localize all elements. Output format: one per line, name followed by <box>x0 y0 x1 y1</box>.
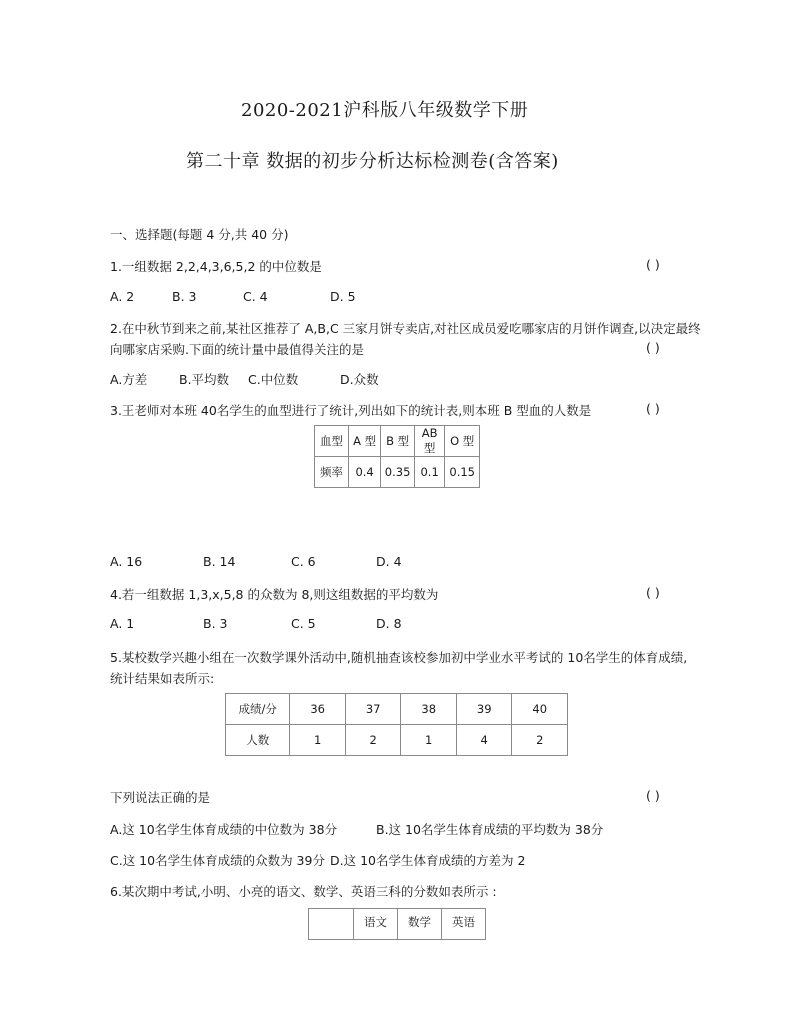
table-cell: 4 <box>456 725 512 756</box>
table-cell: 37 <box>345 694 401 725</box>
q1-option-c: C. 4 <box>243 289 268 304</box>
table-cell: 成绩/分 <box>226 694 290 725</box>
q4-option-c: C. 5 <box>291 616 316 631</box>
question-5-prompt: 下列说法正确的是 <box>110 790 211 805</box>
score-table <box>225 693 568 756</box>
table-cell: 0.35 <box>381 457 415 488</box>
q3-option-d: D. 4 <box>376 554 402 569</box>
answer-bracket-3: ( ) <box>646 401 660 416</box>
question-4-stem: 4.若一组数据 1,3,x,5,8 的众数为 8,则这组数据的平均数为 <box>110 587 439 602</box>
table-cell: O 型 <box>445 426 480 457</box>
table-cell: 38 <box>401 694 457 725</box>
q4-option-b: B. 3 <box>203 616 228 631</box>
table-cell: 1 <box>401 725 457 756</box>
table-cell: 39 <box>456 694 512 725</box>
question-2-stem-line1: 2.在中秋节到来之前,某社区推荐了 A,B,C 三家月饼专卖店,对社区成员爱吃哪家店的月饼作调查,以决定最终 <box>110 321 701 336</box>
table-cell: 英语 <box>442 909 486 940</box>
q1-option-a: A. 2 <box>110 289 135 304</box>
q1-option-d: D. 5 <box>330 289 356 304</box>
answer-bracket-5: ( ) <box>646 788 660 803</box>
table-cell: 40 <box>512 694 568 725</box>
table-cell: 语文 <box>354 909 398 940</box>
q3-option-a: A. 16 <box>110 554 143 569</box>
table-cell: 人数 <box>226 725 290 756</box>
answer-bracket-1: ( ) <box>646 257 660 272</box>
table-cell: 2 <box>345 725 401 756</box>
table-cell: AB 型 <box>414 426 444 457</box>
table-cell: 数学 <box>398 909 442 940</box>
table-cell: 0.15 <box>445 457 480 488</box>
q2-option-c: C.中位数 <box>248 372 299 387</box>
table-cell: 0.1 <box>414 457 444 488</box>
table-cell: 血型 <box>315 426 349 457</box>
question-2-stem-line2: 向哪家店采购.下面的统计量中最值得关注的是 <box>110 342 364 357</box>
answer-bracket-4: ( ) <box>646 585 660 600</box>
page-title: 2020-2021沪科版八年级数学下册 <box>241 100 529 121</box>
q2-option-b: B.平均数 <box>179 372 230 387</box>
question-6-stem: 6.某次期中考试,小明、小亮的语文、数学、英语三科的分数如表所示 : <box>110 884 497 899</box>
q3-option-b: B. 14 <box>203 554 236 569</box>
q5-option-c: C.这 10名学生体育成绩的众数为 39分 <box>110 853 325 868</box>
table-cell: 2 <box>512 725 568 756</box>
q4-option-d: D. 8 <box>376 616 402 631</box>
q5-option-a: A.这 10名学生体育成绩的中位数为 38分 <box>110 822 338 837</box>
table-cell: 频率 <box>315 457 349 488</box>
question-5-stem-line1: 5.某校数学兴趣小组在一次数学课外活动中,随机抽查该校参加初中学业水平考试的 10名学生的体育成绩, <box>110 650 688 665</box>
q5-option-b: B.这 10名学生体育成绩的平均数为 38分 <box>376 822 604 837</box>
q4-option-a: A. 1 <box>110 616 135 631</box>
table-cell: 0.4 <box>348 457 380 488</box>
table-cell: A 型 <box>348 426 380 457</box>
table-cell: 1 <box>290 725 346 756</box>
blood-type-table <box>314 425 480 488</box>
question-1-stem: 1.一组数据 2,2,4,3,6,5,2 的中位数是 <box>110 259 322 274</box>
q2-option-a: A.方差 <box>110 372 148 387</box>
subject-score-table <box>308 908 486 940</box>
section-heading: 一、选择题(每题 4 分,共 40 分) <box>110 227 289 242</box>
table-cell: 36 <box>290 694 346 725</box>
table-cell: B 型 <box>381 426 415 457</box>
answer-bracket-2: ( ) <box>646 340 660 355</box>
question-3-stem: 3.王老师对本班 40名学生的血型进行了统计,列出如下的统计表,则本班 B 型血的人数是 <box>110 403 592 418</box>
page-subtitle: 第二十章 数据的初步分析达标检测卷(含答案) <box>186 151 559 172</box>
q5-option-d: D.这 10名学生体育成绩的方差为 2 <box>330 853 526 868</box>
q3-option-c: C. 6 <box>291 554 316 569</box>
question-5-stem-line2: 统计结果如表所示: <box>110 671 215 686</box>
q1-option-b: B. 3 <box>172 289 197 304</box>
table-cell <box>309 909 354 940</box>
q2-option-d: D.众数 <box>340 372 379 387</box>
